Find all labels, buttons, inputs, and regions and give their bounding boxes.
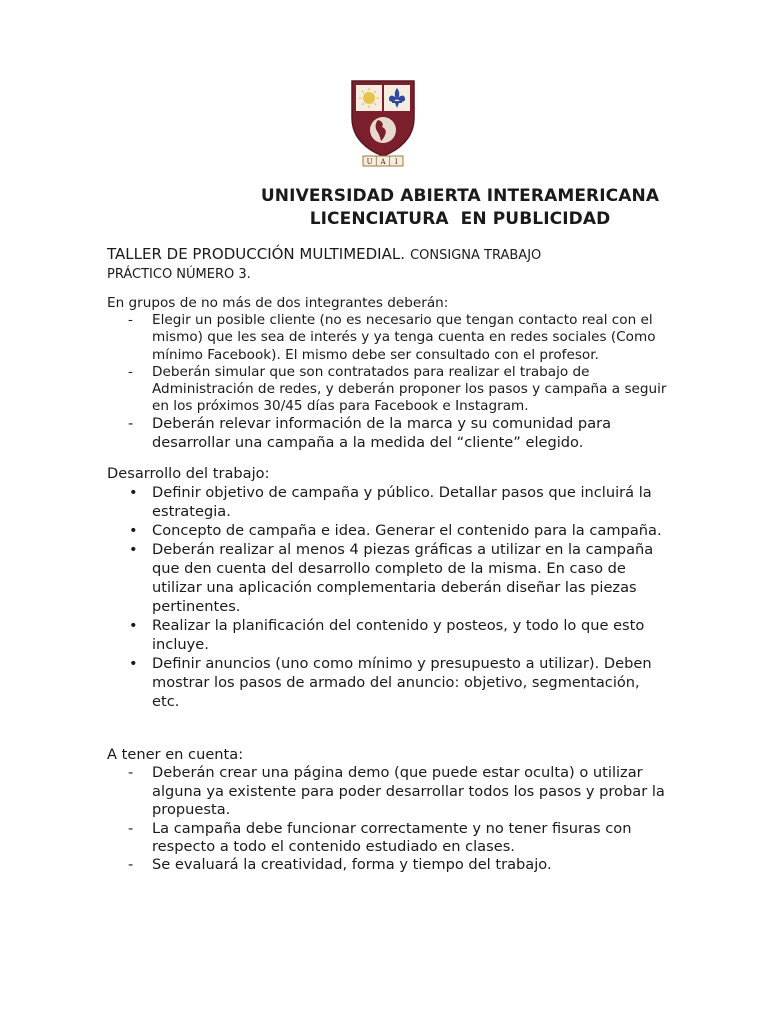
course-name: TALLER DE PRODUCCIÓN MULTIMEDIAL. <box>107 245 405 263</box>
notes-heading: A tener en cuenta: <box>107 746 244 763</box>
development-list <box>107 483 667 711</box>
list-item <box>107 654 667 711</box>
bullet-marker: • <box>129 617 138 634</box>
assignment-number: PRÁCTICO NÚMERO 3. <box>107 267 251 282</box>
list-item <box>107 415 667 452</box>
intro-section <box>107 295 667 452</box>
development-section <box>107 464 667 711</box>
dash-marker: - <box>128 856 134 874</box>
list-item <box>107 856 667 874</box>
list-item-text: Realizar la planificación del contenido y posteos, y todo lo que esto incluye. <box>152 617 645 653</box>
bullet-marker: • <box>129 484 138 501</box>
list-item-text: La campaña debe funcionar correctamente y no tener fisuras con respecto a todo el contenido estudiado en clases. <box>152 819 632 856</box>
crest-letter: A <box>380 158 386 166</box>
list-item <box>107 820 667 857</box>
bullet-marker: • <box>129 541 138 558</box>
list-item <box>107 764 667 819</box>
crest-letter: U <box>366 158 373 166</box>
list-item <box>107 540 667 616</box>
university-name: UNIVERSIDAD ABIERTA INTERAMERICANA <box>260 186 660 206</box>
dash-marker: - <box>128 819 134 837</box>
assignment-title <box>107 245 667 283</box>
crest-letter: I <box>394 158 398 166</box>
list-item-text: Deberán crear una página demo (que puede estar oculta) o utilizar alguna ya existente para poder desarrollar todos los pasos y probar la propuesta. <box>152 764 665 819</box>
university-crest-icon <box>349 78 417 168</box>
list-item-text: Deberán realizar al menos 4 piezas gráficas a utilizar en la campaña que den cuenta del desarrollo completo de la misma. En caso de utilizar una aplicación complementaria deberán diseñar las piezas pertinentes. <box>152 541 654 615</box>
dash-marker: - <box>128 764 134 782</box>
list-item-text: Concepto de campaña e idea. Generar el contenido para la campaña. <box>152 522 662 539</box>
intro-list <box>107 312 667 452</box>
list-item-text: Se evaluará la creatividad, forma y tiempo del trabajo. <box>152 856 552 874</box>
dash-marker: - <box>128 312 133 329</box>
bullet-marker: • <box>129 522 138 539</box>
list-item <box>107 364 667 416</box>
list-item-text: Deberán relevar información de la marca y su comunidad para desarrollar una campaña a la medida del “cliente” elegido. <box>152 415 612 451</box>
development-heading: Desarrollo del trabajo: <box>107 465 270 482</box>
list-item <box>107 616 667 654</box>
dash-marker: - <box>128 363 133 380</box>
program-name: LICENCIATURA EN PUBLICIDAD <box>309 209 611 229</box>
notes-section <box>107 746 667 875</box>
intro-heading: En grupos de no más de dos integrantes deberán: <box>107 295 449 311</box>
list-item <box>107 521 667 540</box>
list-item-text: Definir anuncios (uno como mínimo y presupuesto a utilizar). Deben mostrar los pasos de armado del anuncio: objetivo, segmentación, etc. <box>152 655 652 710</box>
list-item <box>107 312 667 364</box>
bullet-marker: • <box>129 655 138 672</box>
assignment-subtitle: CONSIGNA TRABAJO <box>410 248 542 263</box>
list-item-text: Elegir un posible cliente (no es necesario que tengan contacto real con el mismo) que les sea de interés y ya tenga cuenta en redes sociales (Como mínimo Facebook). El mismo debe ser consultado con el profesor. <box>152 312 656 363</box>
list-item <box>107 483 667 521</box>
list-item-text: Definir objetivo de campaña y público. Detallar pasos que incluirá la estrategia. <box>152 484 652 520</box>
list-item-text: Deberán simular que son contratados para realizar el trabajo de Administración de redes, y deberán proponer los pasos y campaña a seguir en los próximos 30/45 días para Facebook e Instagram. <box>152 363 667 415</box>
dash-marker: - <box>128 415 134 433</box>
notes-list <box>107 764 667 874</box>
